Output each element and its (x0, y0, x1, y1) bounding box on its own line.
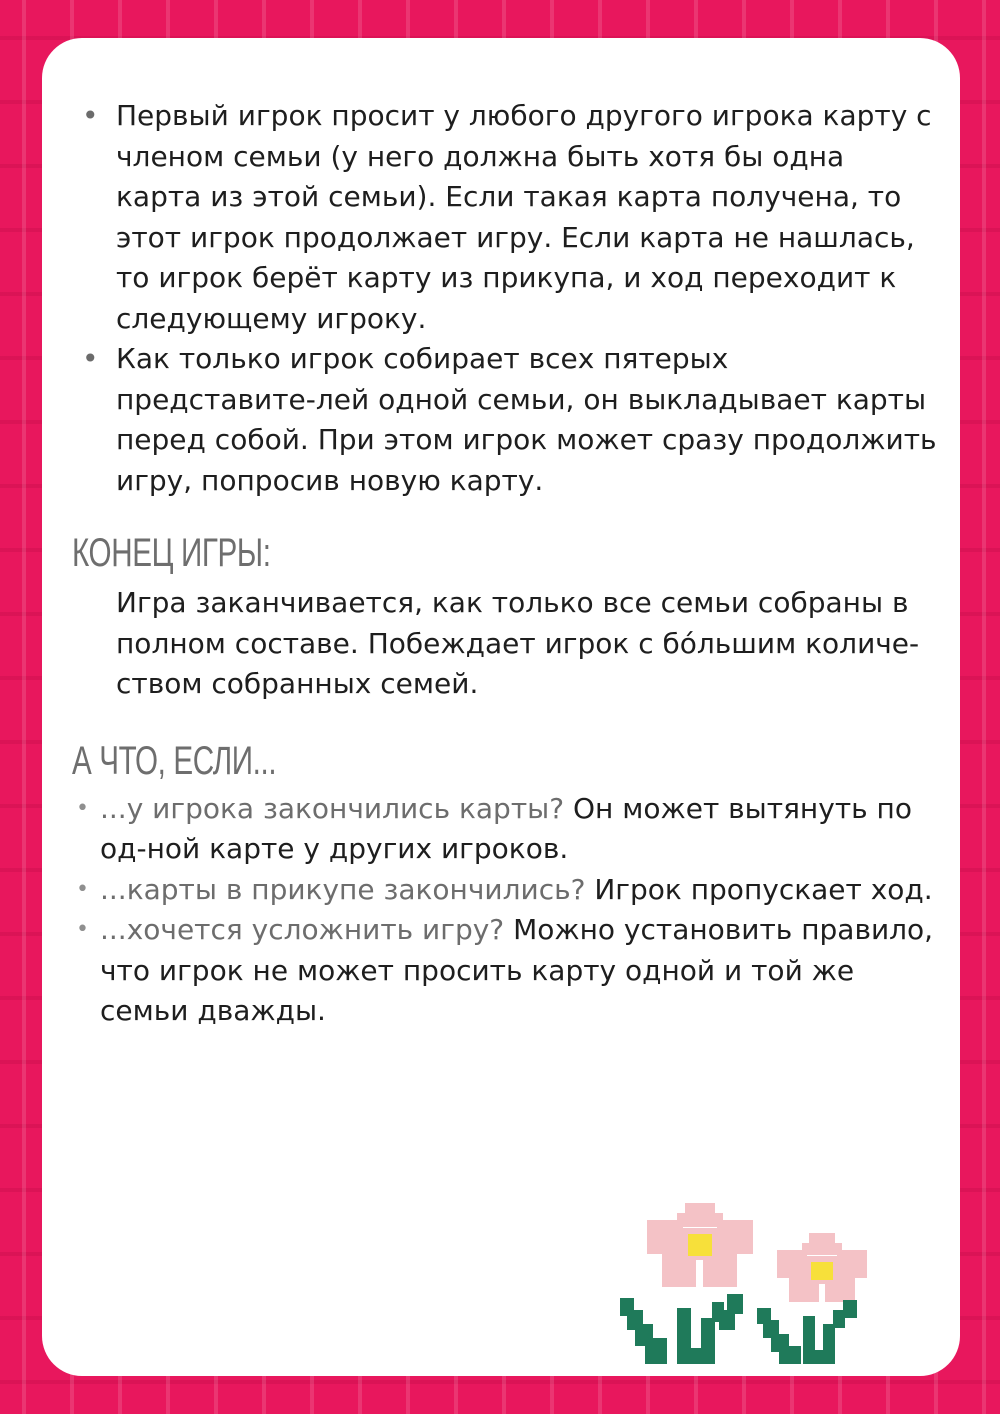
faq-item (76, 789, 937, 870)
rules-content (72, 96, 937, 1032)
faq-question: ...хочется усложнить игру? (100, 913, 505, 946)
end-game-heading: КОНЕЦ ИГРЫ: (72, 531, 271, 575)
faq-question: ...у игрока закончились карты? (100, 791, 565, 825)
faq-question: ...карты в прикупе закончились? (100, 872, 586, 906)
faq-item (76, 870, 937, 911)
end-game-text: Игра заканчивается, как только все семьи собраны в полном составе. Побеждает игрок с бóльшим количе-ством собранных семей. (116, 586, 920, 700)
bullet-icon: • (76, 876, 89, 902)
faq-answer: Он может вытянуть по од-ной карте у других игроков. (100, 791, 912, 865)
flower-icon (757, 1233, 867, 1364)
flower-icon (620, 1203, 753, 1364)
rules-list (72, 96, 937, 501)
bullet-icon: • (76, 795, 89, 821)
bullet-icon: • (82, 342, 99, 375)
rule-text: Первый игрок просит у любого другого игрока карту с членом семьи (у него должна быть хотя бы одна карта из этой семьи). Если такая карта получена, то этот игрок продолжает игру. Если карта не нашлась, то игрок берёт карту из прикупа, и ход переходит к следующему игроку. (116, 99, 932, 335)
faq-answer: Можно установить правило, что игрок не может просить карту одной и той же семьи дважды. (100, 913, 934, 1027)
bullet-icon: • (82, 99, 99, 132)
faq-answer: Игрок пропускает ход. (585, 872, 933, 906)
rule-item (82, 339, 937, 501)
faq-item (76, 910, 937, 1032)
bullet-icon: • (76, 917, 89, 942)
rule-item (82, 96, 937, 339)
what-if-heading: А ЧТО, ЕСЛИ... (72, 738, 277, 783)
faq-list (72, 789, 937, 1032)
rules-card (42, 38, 960, 1376)
rule-text: Как только игрок собирает всех пятерых представите-лей одной семьи, он выкладывает карты перед собой. При этом игрок может сразу продолжить игру, попросив новую карту. (116, 342, 937, 497)
pixel-flowers-icon (617, 1198, 887, 1378)
